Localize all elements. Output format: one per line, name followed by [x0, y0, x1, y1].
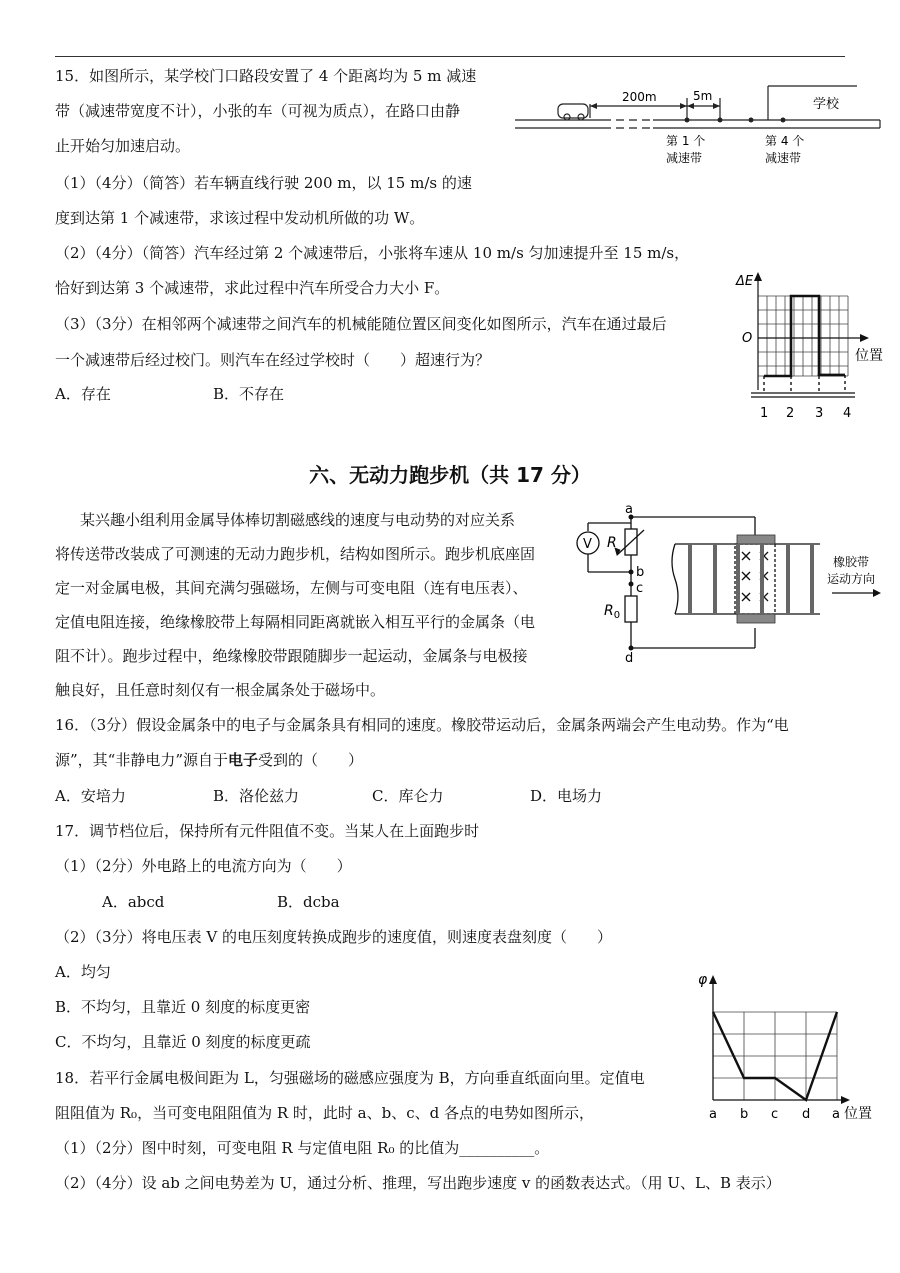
q15-line-7: 恰好到达第 3 个减速带，求此过程中汽车所受合力大小 F。	[55, 279, 450, 297]
potential-chart	[692, 968, 892, 1128]
variable-resistor-label: R	[607, 535, 617, 551]
potential-chart-y-label: φ	[698, 972, 708, 988]
q17-part-2: （2）（3分）将电压表 V 的电压刻度转换成跑步的速度值，则速度表盘刻度（ ）	[55, 928, 612, 946]
energy-chart-tick-1: 1	[760, 406, 769, 421]
energy-chart-tick-3: 3	[815, 406, 824, 421]
q15-line-8: （3）（3分）在相邻两个减速带之间汽车的机械能随位置区间变化如图所示，汽车在通过最后	[55, 315, 667, 333]
fixed-resistor-label: $R_0$	[604, 603, 621, 621]
bump-1-label-b: 减速带	[666, 151, 703, 165]
q17-line-1: 17．调节档位后，保持所有元件阻值不变。当某人在上面跑步时	[55, 822, 480, 840]
energy-chart-y-label: ΔE	[736, 274, 754, 289]
energy-chart-origin: O	[742, 331, 753, 346]
road-distance-5: 5m	[693, 89, 713, 103]
road-school-label: 学校	[813, 97, 840, 112]
q16-option-c: C．库仑力	[372, 787, 444, 805]
potential-chart-x-label: 位置	[844, 1106, 872, 1122]
circuit-point-b: b	[636, 565, 645, 580]
belt-direction-label-a: 橡胶带	[833, 555, 870, 569]
q18-part-1: （1）（2分）图中时刻，可变电阻 R 与定值电阻 R₀ 的比值为__________。	[55, 1139, 550, 1157]
q18-line-1: 18．若平行金属电极间距为 L，匀强磁场的磁感应强度为 B，方向垂直纸面向里。定值电	[55, 1069, 645, 1087]
q16-option-b: B．洛伦兹力	[213, 787, 300, 805]
section-title: 六、无动力跑步机（共 17 分）	[309, 463, 591, 487]
q17-part-2-option-b: B．不均匀，且靠近 0 刻度的标度更密	[55, 998, 311, 1016]
q15-line-9: 一个减速带后经过校门。则汽车在经过学校时（ ）超速行为？	[55, 351, 491, 369]
potential-chart-tick-b: b	[740, 1107, 749, 1122]
belt-direction-label-b: 运动方向	[827, 572, 876, 586]
potential-chart-tick-a1: a	[709, 1107, 717, 1122]
road-distance-200: 200m	[622, 90, 657, 104]
q15-line-6: （2）（4分）（简答）汽车经过第 2 个减速带后，小张将车速从 10 m/s 匀加速提升至 15 m/s，	[55, 244, 690, 262]
energy-chart-x-label: 位置	[855, 348, 883, 364]
potential-chart-tick-a2: a	[832, 1107, 840, 1122]
q15-line-1: 15．如图所示，某学校门口路段安置了 4 个距离均为 5 m 减速	[55, 67, 477, 85]
q17-part-1-option-a: A．abcd	[102, 893, 165, 911]
circuit-point-a: a	[625, 502, 633, 517]
circuit-point-d: d	[625, 651, 634, 666]
q15-line-5: 度到达第 1 个减速带，求该过程中发动机所做的功 W。	[55, 209, 425, 227]
q17-part-1: （1）（2分）外电路上的电流方向为（ ）	[55, 857, 352, 875]
intro-line-1: 某兴趣小组利用金属导体棒切割磁感线的速度与电动势的对应关系	[80, 511, 516, 529]
header-rule	[55, 56, 845, 57]
intro-line-5: 阻不计）。跑步过程中，绝缘橡胶带跟随脚步一起运动，金属条与电极接	[55, 647, 528, 665]
energy-chart-tick-4: 4	[843, 406, 852, 421]
intro-line-4: 定值电阻连接，绝缘橡胶带上每隔相同距离就嵌入相互平行的金属条（电	[55, 613, 536, 631]
q15-option-a: A．存在	[55, 385, 111, 403]
bump-1-label-a: 第 1 个	[666, 134, 706, 148]
voltmeter-label: V	[583, 537, 592, 552]
circuit-point-c: c	[636, 581, 644, 596]
q15-option-b: B．不存在	[213, 385, 285, 403]
q17-part-1-option-b: B．dcba	[277, 893, 340, 911]
intro-line-2: 将传送带改装成了可测速的无动力跑步机，结构如图所示。跑步机底座固	[55, 545, 536, 563]
potential-chart-tick-d: d	[802, 1107, 811, 1122]
bump-4-label-b: 减速带	[765, 151, 802, 165]
q16-option-d: D．电场力	[530, 787, 603, 805]
energy-chart-tick-2: 2	[786, 406, 795, 421]
circuit-diagram	[570, 500, 892, 665]
q16-option-a: A．安培力	[55, 787, 126, 805]
q15-line-2: 带（减速带宽度不计），小张的车（可视为质点），在路口由静	[55, 102, 461, 120]
q18-line-2: 阻阻值为 R₀，当可变电阻阻值为 R 时，此时 a、b、c、d 各点的电势如图所示，	[55, 1104, 594, 1122]
q16-line-1: 16．（3分）假设金属条中的电子与金属条具有相同的速度。橡胶带运动后，金属条两端会产生电动势。作为“电	[55, 716, 789, 734]
intro-line-3: 定一对金属电极，其间充满匀强磁场，左侧与可变电阻（连有电压表）、	[55, 579, 528, 597]
intro-line-6: 触良好，且任意时刻仅有一根金属条处于磁场中。	[55, 681, 386, 699]
q18-part-2: （2）（4分）设 ab 之间电势差为 U，通过分析、推理，写出跑步速度 v 的函数表达式。（用 U、L、B 表示）	[55, 1174, 781, 1192]
energy-chart	[733, 268, 893, 426]
bump-4-label-a: 第 4 个	[765, 134, 805, 148]
q15-line-4: （1）（4分）（简答）若车辆直线行驶 200 m，以 15 m/s 的速	[55, 174, 472, 192]
potential-chart-tick-c: c	[771, 1107, 779, 1122]
q17-part-2-option-a: A．均匀	[55, 963, 111, 981]
road-diagram	[515, 84, 885, 174]
q16-line-2: 源”，其“非静电力”源自于电子受到的（ ）	[55, 751, 364, 769]
q15-line-3: 止开始匀加速启动。	[55, 137, 191, 155]
q17-part-2-option-c: C．不均匀，且靠近 0 刻度的标度更疏	[55, 1033, 311, 1051]
